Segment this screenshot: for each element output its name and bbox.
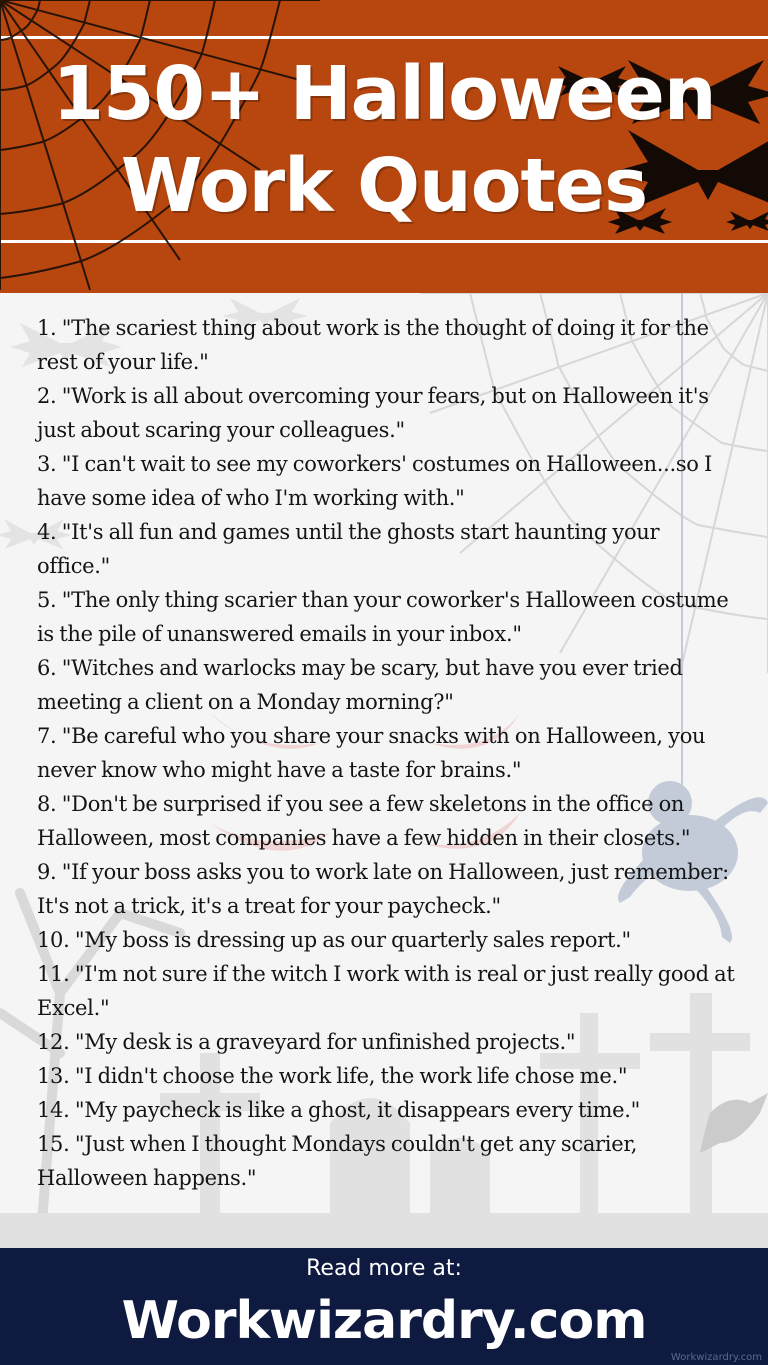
quote-item: 5. "The only thing scarier than your coworker's Halloween costume is the pile of unanswered emails in your inbox." (37, 588, 729, 646)
header-banner (0, 0, 768, 293)
quote-item: 3. "I can't wait to see my coworkers' costumes on Halloween...so I have some idea of who I'm working with." (37, 452, 713, 510)
quote-item: 14. "My paycheck is like a ghost, it disappears every time." (37, 1098, 641, 1122)
quote-item: 10. "My boss is dressing up as our quarterly sales report." (37, 928, 631, 952)
quote-item: 13. "I didn't choose the work life, the work life chose me." (37, 1064, 628, 1088)
quote-item: 2. "Work is all about overcoming your fears, but on Halloween it's just about scaring your colleagues." (37, 384, 709, 442)
watermark: Workwizardry.com (670, 1352, 762, 1363)
website-link[interactable]: Workwizardry.com (121, 1291, 647, 1351)
quote-item: 4. "It's all fun and games until the ghosts start haunting your office." (37, 520, 660, 578)
quote-item: 12. "My desk is a graveyard for unfinished projects." (37, 1030, 576, 1054)
footer-banner (0, 1248, 768, 1365)
quote-item: 6. "Witches and warlocks may be scary, but have you ever tried meeting a client on a Monday morning?" (37, 656, 683, 714)
title-line-2: Work Quotes (120, 143, 648, 229)
quote-list (37, 311, 737, 1195)
page-title (0, 48, 768, 232)
read-more-label: Read more at: (306, 1256, 462, 1281)
quote-item: 11. "I'm not sure if the witch I work with is real or just really good at Excel." (37, 962, 735, 1020)
title-line-1: 150+ Halloween (52, 51, 716, 137)
quote-item: 7. "Be careful who you share your snacks with on Halloween, you never know who might have a taste for brains." (37, 724, 706, 782)
quotes-panel (0, 293, 768, 1248)
quote-item: 1. "The scariest thing about work is the thought of doing it for the rest of your life." (37, 316, 709, 374)
quote-item: 15. "Just when I thought Mondays couldn't get any scarier, Halloween happens." (37, 1132, 638, 1190)
quote-item: 8. "Don't be surprised if you see a few skeletons in the office on Halloween, most companies have a few hidden in their closets." (37, 792, 691, 850)
quote-item: 9. "If your boss asks you to work late on Halloween, just remember: It's not a trick, it's a treat for your paycheck." (37, 860, 729, 918)
